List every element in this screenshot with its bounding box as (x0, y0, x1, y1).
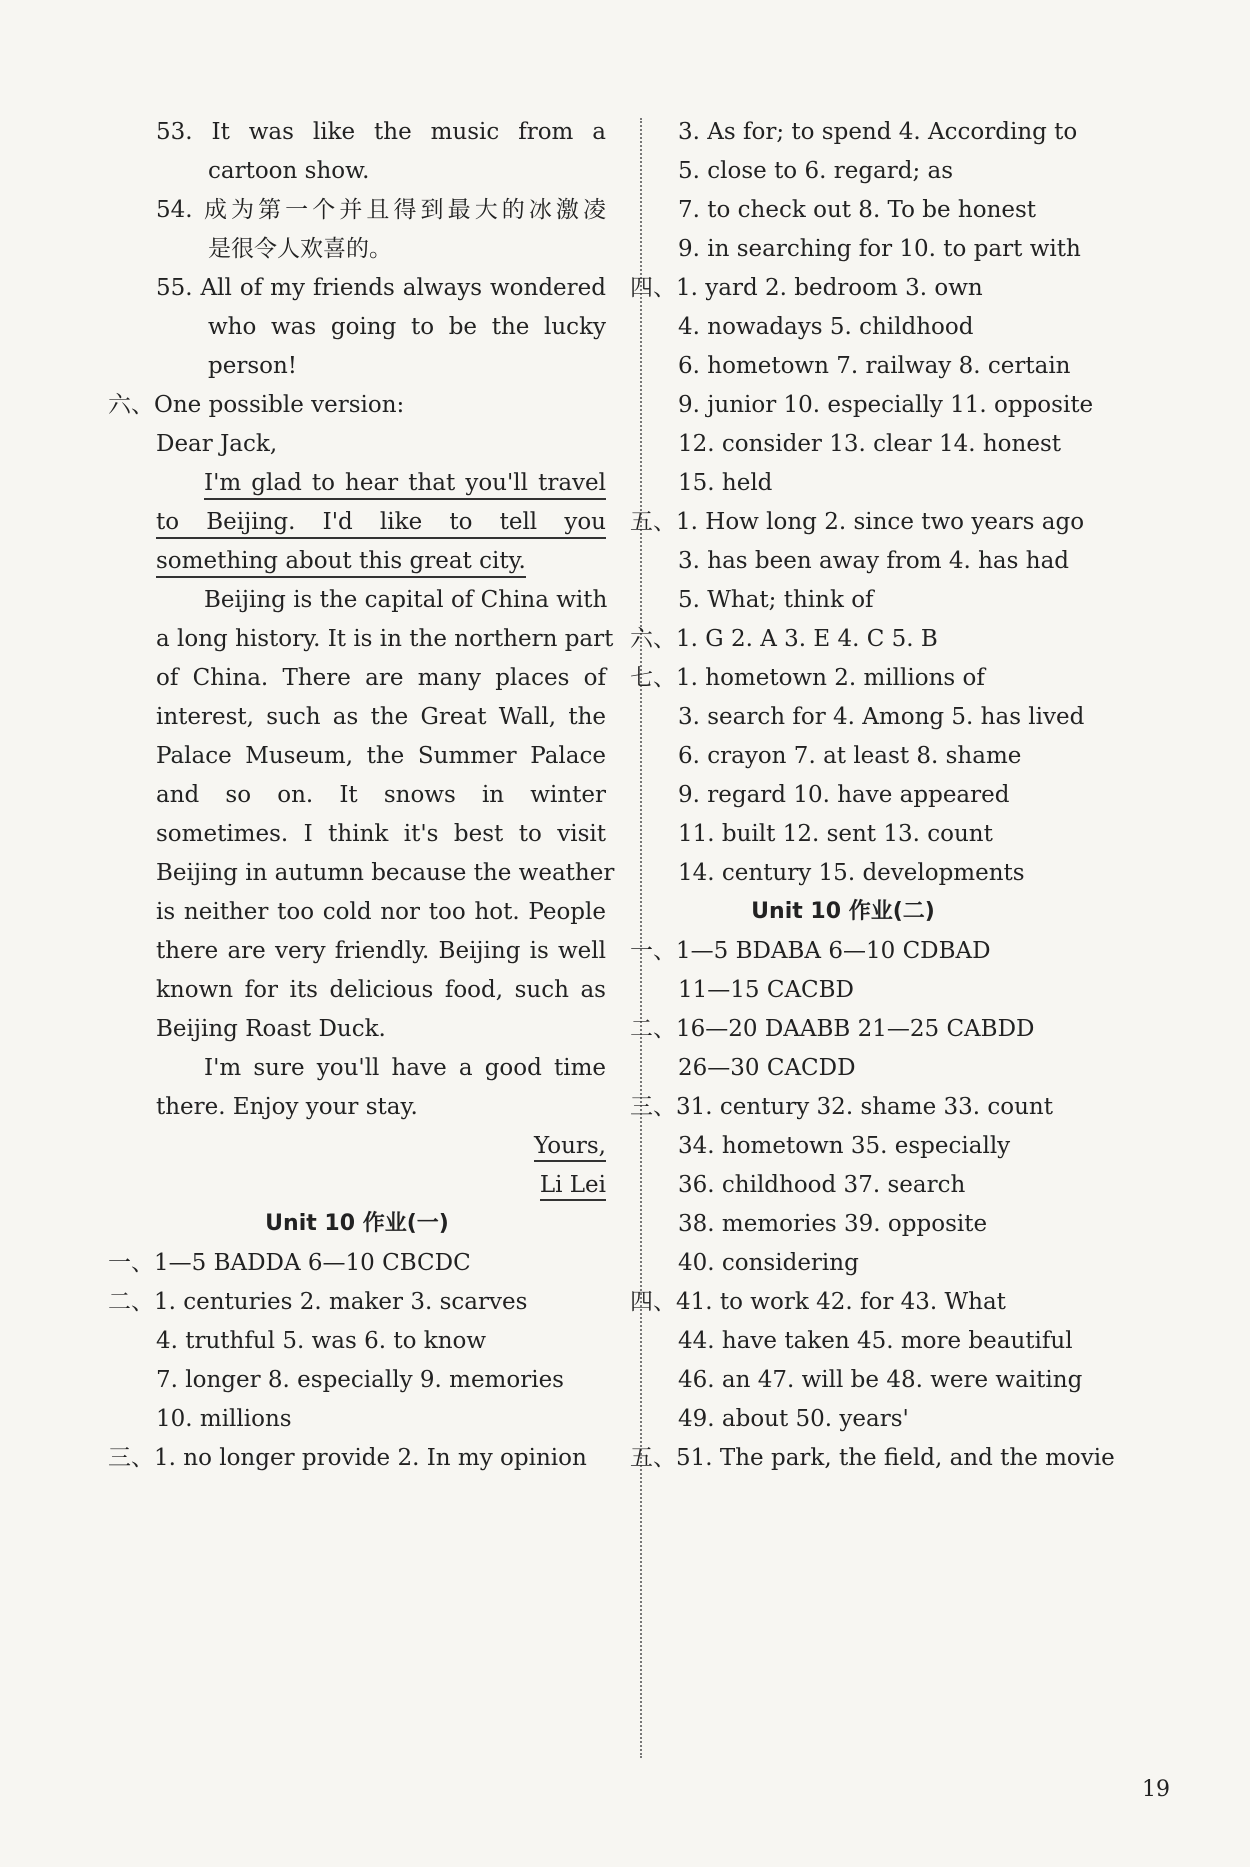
left-line: 54. 成为第一个并且得到最大的冰激凌 (156, 197, 606, 223)
left-line: Palace Museum, the Summer Palace (156, 743, 606, 769)
right-line: 四、1. yard 2. bedroom 3. own (630, 275, 983, 301)
right-line: 二、16—20 DAABB 21—25 CABDD (630, 1016, 1035, 1042)
right-line: 11. built 12. sent 13. count (678, 821, 993, 847)
right-line: 46. an 47. will be 48. were waiting (678, 1367, 1083, 1393)
right-line: 5. close to 6. regard; as (678, 158, 954, 184)
left-line: Unit 10 作业(一) (265, 1211, 449, 1236)
right-line: 40. considering (678, 1250, 859, 1276)
right-line: 9. regard 10. have appeared (678, 782, 1010, 808)
left-line: 三、1. no longer provide 2. In my opinion (108, 1445, 587, 1471)
left-line: Beijing Roast Duck. (156, 1016, 386, 1042)
right-line: 14. century 15. developments (678, 860, 1025, 886)
right-line: 5. What; think of (678, 587, 874, 613)
left-line: 六、One possible version: (108, 392, 405, 418)
right-line: Unit 10 作业(二) (751, 899, 935, 924)
left-line: interest, such as the Great Wall, the (156, 704, 606, 730)
left-line: there are very friendly. Beijing is well (156, 938, 606, 964)
left-line: something about this great city. (156, 547, 526, 578)
right-line: 34. hometown 35. especially (678, 1133, 1011, 1159)
right-line: 一、1—5 BDABA 6—10 CDBAD (630, 938, 991, 964)
right-line: 6. crayon 7. at least 8. shame (678, 743, 1022, 769)
right-line: 15. held (678, 470, 773, 496)
left-line: I'm glad to hear that you'll travel (204, 469, 606, 500)
right-line: 3. has been away from 4. has had (678, 548, 1069, 574)
left-line: 4. truthful 5. was 6. to know (156, 1328, 487, 1354)
left-line: Yours, (156, 1132, 606, 1160)
left-line: 53. It was like the music from a (156, 119, 606, 145)
left-line: Beijing in autumn because the weather (156, 860, 615, 886)
right-line: 三、31. century 32. shame 33. count (630, 1094, 1053, 1120)
right-line: 6. hometown 7. railway 8. certain (678, 353, 1071, 379)
left-line: sometimes. I think it's best to visit (156, 821, 606, 847)
right-line: 3. search for 4. Among 5. has lived (678, 704, 1085, 730)
left-line: Li Lei (156, 1171, 606, 1199)
left-line: 7. longer 8. especially 9. memories (156, 1367, 564, 1393)
right-line: 9. junior 10. especially 11. opposite (678, 392, 1094, 418)
left-line: a long history. It is in the northern part (156, 626, 614, 652)
left-line: cartoon show. (208, 158, 370, 184)
right-line: 五、1. How long 2. since two years ago (630, 509, 1085, 535)
left-line: I'm sure you'll have a good time (204, 1055, 606, 1081)
right-line: 11—15 CACBD (678, 977, 854, 1003)
left-line: known for its delicious food, such as (156, 977, 606, 1003)
left-line: person! (208, 353, 298, 379)
right-line: 26—30 CACDD (678, 1055, 856, 1081)
left-line: 10. millions (156, 1406, 292, 1432)
left-line: Dear Jack, (156, 431, 278, 457)
right-line: 五、51. The park, the field, and the movie (630, 1445, 1115, 1471)
right-line: 9. in searching for 10. to part with (678, 236, 1081, 262)
right-line: 44. have taken 45. more beautiful (678, 1328, 1073, 1354)
left-line: 二、1. centuries 2. maker 3. scarves (108, 1289, 528, 1315)
left-line: is neither too cold nor too hot. People (156, 899, 606, 925)
left-line: 一、1—5 BADDA 6—10 CBCDC (108, 1250, 471, 1276)
right-line: 38. memories 39. opposite (678, 1211, 988, 1237)
right-line: 49. about 50. years' (678, 1406, 909, 1432)
right-line: 六、1. G 2. A 3. E 4. C 5. B (630, 626, 938, 652)
left-line: of China. There are many places of (156, 665, 606, 691)
left-line: 是很令人欢喜的。 (208, 236, 392, 262)
right-line: 四、41. to work 42. for 43. What (630, 1289, 1006, 1315)
left-line: there. Enjoy your stay. (156, 1094, 418, 1120)
right-line: 7. to check out 8. To be honest (678, 197, 1037, 223)
left-line: 55. All of my friends always wondered (156, 275, 606, 301)
right-line: 3. As for; to spend 4. According to (678, 119, 1078, 145)
left-line: to Beijing. I'd like to tell you (156, 508, 606, 539)
right-line: 七、1. hometown 2. millions of (630, 665, 985, 691)
left-line: Beijing is the capital of China with (204, 587, 608, 613)
right-line: 36. childhood 37. search (678, 1172, 966, 1198)
right-line: 12. consider 13. clear 14. honest (678, 431, 1062, 457)
left-line: and so on. It snows in winter (156, 782, 606, 808)
left-line: who was going to be the lucky (208, 314, 606, 340)
right-line: 4. nowadays 5. childhood (678, 314, 974, 340)
page-number: 19 (1142, 1777, 1170, 1802)
